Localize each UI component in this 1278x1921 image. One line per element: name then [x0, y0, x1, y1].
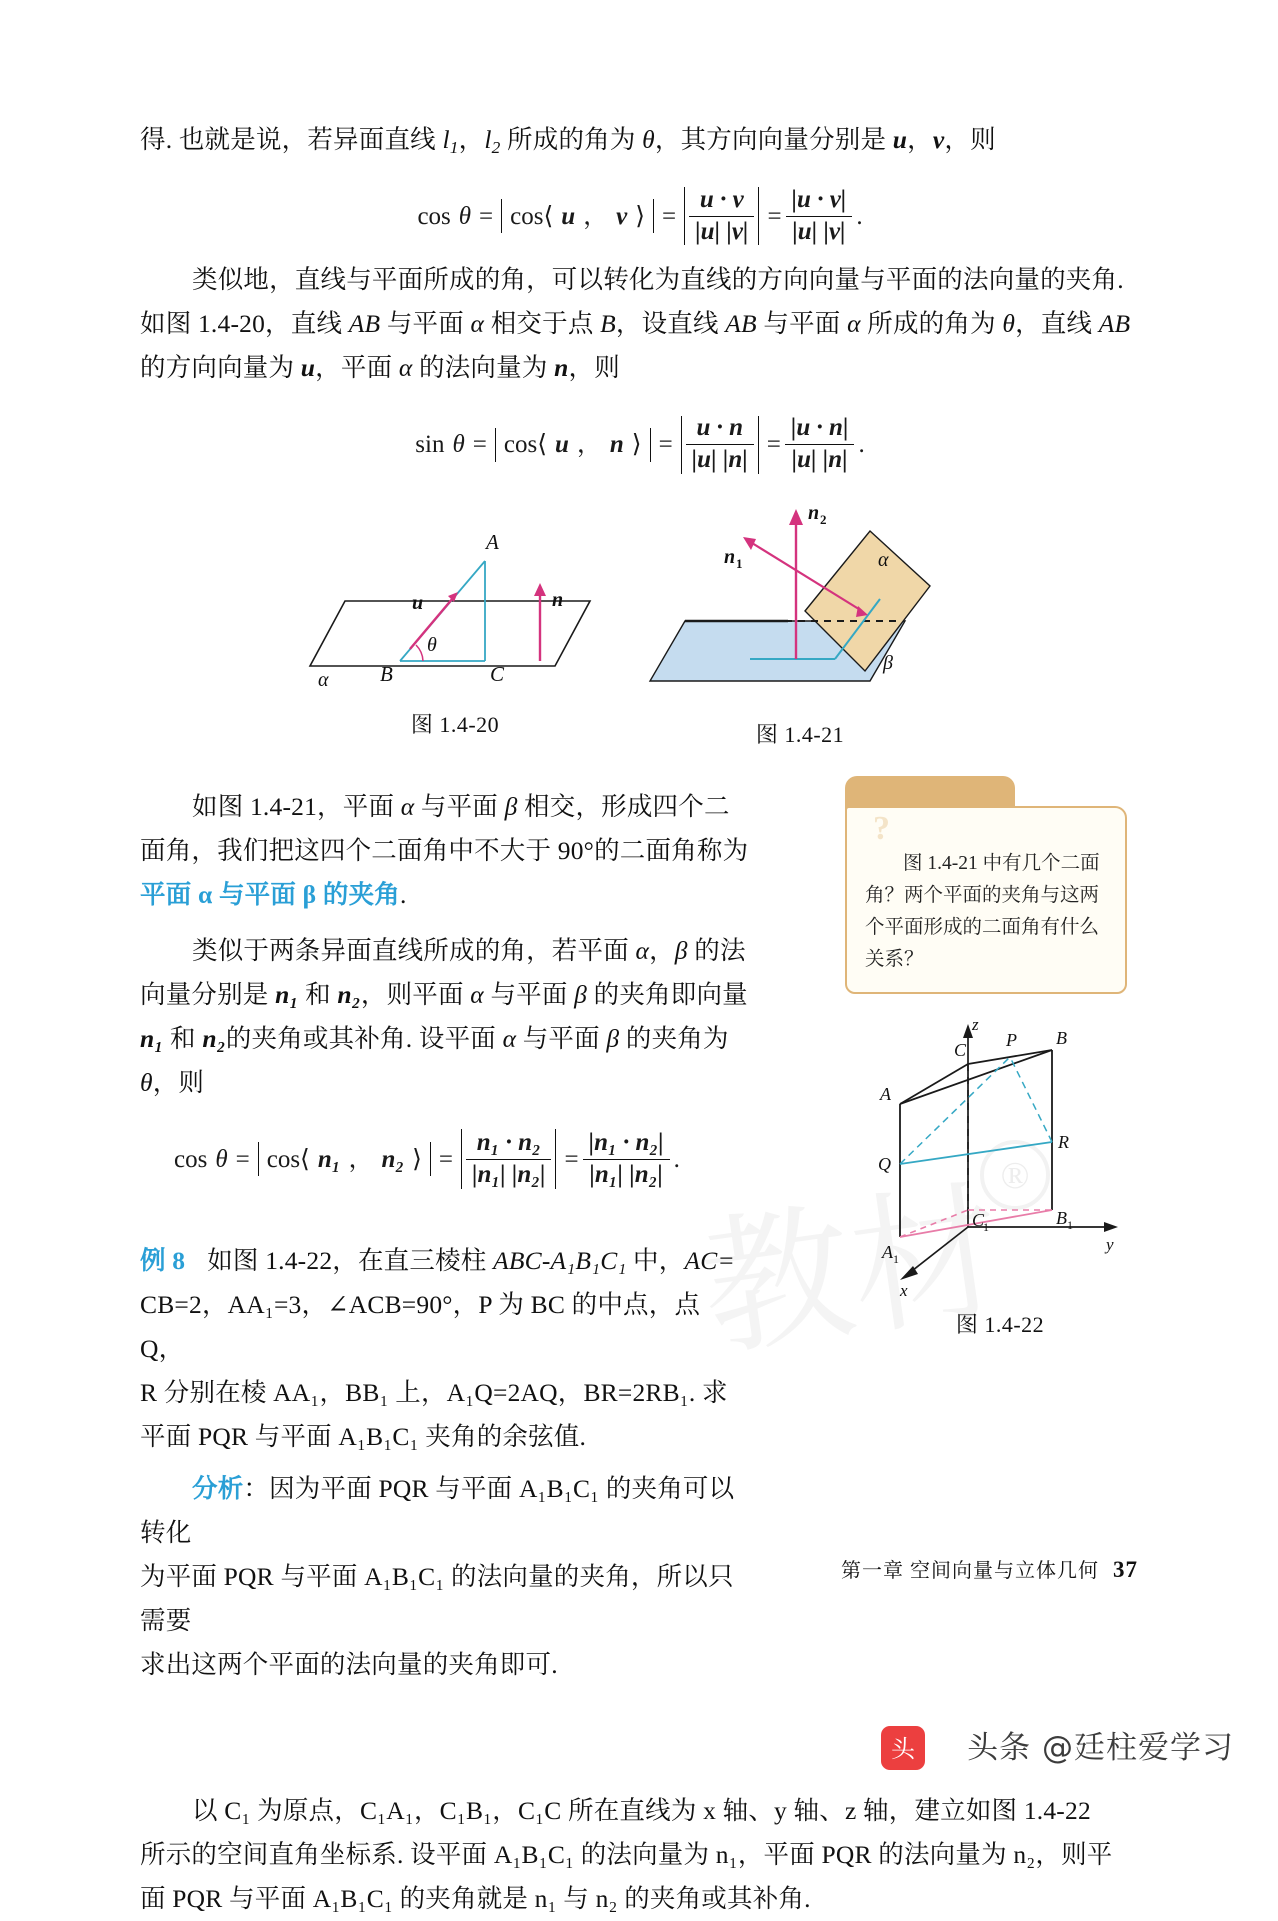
svg-text:C: C [490, 661, 505, 686]
f2-sep: ， [576, 431, 602, 459]
watermark-handle: 头条 @廷柱爱学习 [967, 1730, 1234, 1766]
symbol-n1-a: n₁ [275, 979, 299, 1009]
sol-l2: 所示的空间直角坐标系. 设平面 A₁B₁C₁ 的法向量为 n₁，平面 PQR 的法向量为 n₂，则平 [140, 1840, 1113, 1870]
solution-line-2 [140, 1833, 1140, 1877]
p2-l3c: 的法向量为 [412, 353, 555, 383]
f2-theta: θ [452, 431, 465, 459]
p2-l2b: 与平面 [380, 309, 471, 339]
p4-i: 的夹角或其补角. 设平面 [225, 1023, 503, 1053]
paragraph-intro: 得. 也就是说，若异面直线 $l_1$，$l_2$ 所成的角为 θ，其方向向量分别是 u，v，则 [140, 125, 996, 157]
f1-theta: θ [458, 202, 472, 230]
example-line-4 [140, 1415, 750, 1459]
sol-l3: 面 PQR 与平面 A₁B₁C₁ 的夹角就是 n₁ 与 n₂ 的夹角或其补角. [140, 1884, 811, 1914]
figure-1-4-21-svg [630, 491, 970, 706]
svg-text:y: y [1106, 1235, 1114, 1254]
f2-fraction-1 [686, 414, 754, 475]
formula-sin-theta [140, 414, 1140, 475]
p2-l2g: ，直线 [1015, 309, 1099, 339]
figure-1-4-20 [290, 501, 620, 739]
paragraph-intro-mid2: ，其方向向量分别是 [654, 125, 893, 154]
symbol-v: v [932, 125, 945, 154]
symbol-alpha-7: α [502, 1023, 517, 1053]
svg-text:α: α [878, 548, 889, 571]
f1-costext: cos⟨ [510, 202, 554, 230]
symbol-l2-sub: 2 [491, 137, 501, 157]
analysis-l2: 为平面 PQR 与平面 A₁B₁C₁ 的法向量的夹角，所以只需要 [140, 1562, 734, 1636]
symbol-alpha-3: α [398, 353, 413, 383]
p4-d: 和 [298, 979, 338, 1009]
f1-period: . [856, 202, 863, 230]
symbol-l2: l [484, 125, 492, 154]
figure-1-4-22 [860, 1012, 1140, 1339]
symbol-theta: θ [642, 125, 655, 154]
symbol-B-1: B [600, 309, 616, 339]
svg-text:C: C [954, 1040, 967, 1060]
example-l3: R 分别在棱 AA₁，BB₁ 上，A₁Q=2AQ，BR=2RB₁. 求 [140, 1378, 728, 1408]
example-l4: 平面 PQR 与平面 A₁B₁C₁ 夹角的余弦值. [140, 1422, 587, 1452]
svg-text:A: A [882, 1242, 893, 1262]
f3-cos: cos [174, 1145, 208, 1173]
figure-1-4-20-svg [290, 501, 620, 706]
symbol-beta-2: β [674, 935, 688, 965]
solution-body [140, 1789, 1140, 1921]
svg-text:B: B [1056, 1028, 1067, 1048]
svg-text:1: 1 [1067, 1218, 1073, 1232]
f3-num2: |n₁ · n₂| [588, 1128, 664, 1156]
example-block [140, 1239, 750, 1459]
f3-eq3: = [564, 1145, 579, 1173]
figures-row [140, 501, 1140, 751]
toutiao-logo-icon [880, 1725, 926, 1771]
note-card-body [845, 806, 1127, 994]
analysis-l1: 因为平面 PQR 与平面 A₁B₁C₁ 的夹角可以转化 [140, 1474, 735, 1548]
p4-g: 的夹角即向量 [587, 979, 748, 1009]
paragraph-intro-text: 得. 也就是说，若异面直线 [140, 125, 443, 154]
analysis-colon: ： [243, 1474, 270, 1504]
symbol-n2-a: n₂ [337, 979, 361, 1009]
analysis-l3: 求出这两个平面的法向量的夹角即可. [140, 1650, 558, 1680]
figure-1-4-21-caption: 图 1.4-21 [755, 721, 845, 747]
figure-1-4-22-svg [860, 1012, 1140, 1302]
symbol-n-1: n [554, 353, 569, 383]
symbol-theta-3: θ [140, 1067, 153, 1097]
svg-text:1: 1 [893, 1252, 899, 1266]
p2-l2d: ，设直线 [615, 309, 726, 339]
formula-cos-theta-lines [140, 186, 1140, 247]
page-number: 37 [1113, 1557, 1138, 1582]
symbol-beta-3: β [574, 979, 588, 1009]
example-l1c: AC= [684, 1246, 735, 1276]
f3-sep: ， [348, 1145, 374, 1173]
f3-num1: n₁ · n₂ [476, 1128, 541, 1156]
p2-l2c: 相交于点 [484, 309, 601, 339]
f1-fraction-2 [786, 186, 853, 247]
p3-a: 如图 1.4-21，平面 [192, 791, 401, 821]
paragraph-line-plane-2 [140, 302, 1140, 346]
example-l1a: 如图 1.4-22，在直三棱柱 [207, 1246, 494, 1276]
symbol-alpha-2: α [847, 309, 861, 339]
note-card-text: 图 1.4-21 中有几个二面角？两个平面的夹角与这两个平面形成的二面角有什么关系？ [865, 853, 1100, 970]
f2-fraction-2 [785, 414, 855, 475]
p3-b: 与平面 [414, 791, 505, 821]
svg-text:A: A [486, 529, 499, 554]
f2-n: n [609, 431, 624, 459]
f3-den1: |n₁| |n₂| [466, 1159, 552, 1190]
figure-1-4-22-caption: 图 1.4-22 [955, 1312, 1045, 1337]
p2-l2f: 所成的角为 [860, 309, 1003, 339]
symbol-n1-b: n₁ [140, 1023, 164, 1053]
f1-cos: cos [417, 202, 451, 230]
svg-text:β: β [883, 651, 893, 674]
example-line-1 [140, 1239, 750, 1283]
p4-h: 和 [163, 1023, 203, 1053]
f2-num1: u · n [696, 414, 743, 442]
svg-text:A: A [880, 1084, 891, 1104]
paragraph-dihedral-def [140, 785, 750, 917]
paragraph-line-plane [140, 258, 1140, 302]
f1-angle-close: ⟩ [635, 202, 646, 230]
f3-eq1: = [235, 1145, 250, 1173]
f2-den2: |u| |n| [785, 444, 855, 475]
f1-den1: |u| |v| [689, 216, 754, 247]
symbol-alpha-4: α [400, 791, 415, 821]
analysis-line-3 [140, 1643, 750, 1687]
symbol-AB-2: AB [725, 309, 757, 339]
svg-text:B: B [1056, 1208, 1067, 1228]
f1-num1: u · v [699, 185, 744, 213]
analysis-line-2 [140, 1555, 750, 1643]
figure-1-4-20-caption: 图 1.4-20 [410, 711, 500, 737]
symbol-theta-2: θ [1002, 309, 1016, 339]
p4-a: 类似于两条异面直线所成的角，若平面 [192, 935, 636, 965]
f1-eq3: = [767, 202, 782, 230]
p3-c: 相交，形成四个二面角，我们把这四个二面角中不大于 90°的二面角称为 [140, 791, 749, 865]
svg-text:α: α [318, 668, 329, 691]
f2-angle-close: ⟩ [631, 431, 642, 459]
paragraph-intro-mid: 所成的角为 [500, 125, 643, 154]
f3-den2: |n₁| |n₂| [583, 1159, 670, 1190]
f3-period: . [673, 1145, 680, 1173]
analysis-label: 分析 [192, 1474, 244, 1504]
p2-l3a: 的方向向量为 [140, 353, 301, 383]
p4-e: ，则平面 [360, 979, 471, 1009]
example-l2: CB=2，AA₁=3，∠ACB=90°，P 为 BC 的中点，点 Q， [140, 1290, 701, 1364]
f3-theta: θ [215, 1145, 228, 1173]
footer-chapter: 第一章 空间向量与立体几何 [841, 1560, 1099, 1582]
f1-sep: ， [583, 202, 609, 230]
symbol-AB-3: AB [1098, 309, 1131, 339]
paragraph-intro-end: ，则 [944, 125, 996, 154]
paragraph-normal-vectors [140, 929, 750, 1105]
f1-u: u [561, 202, 576, 230]
p4-b: ， [649, 935, 675, 965]
f2-eq2: = [658, 431, 673, 459]
sidebar-note-card [845, 776, 1127, 994]
f1-den2: |u| |v| [786, 216, 853, 247]
page-footer [841, 1554, 1138, 1583]
f3-eq2: = [438, 1145, 453, 1173]
f1-fraction-1 [689, 186, 754, 247]
example-prism: ABC-A₁B₁C₁ [493, 1246, 627, 1276]
f3-n2: n₂ [381, 1145, 405, 1173]
symbol-u-2: u [300, 353, 316, 383]
f1-eq2: = [662, 202, 677, 230]
svg-text:R: R [1058, 1132, 1069, 1152]
svg-text:B: B [380, 661, 393, 686]
symbol-l1: l [442, 125, 450, 154]
svg-text:Q: Q [878, 1154, 891, 1174]
p2-l2a: 如图 1.4-20，直线 [140, 309, 349, 339]
svg-text:n: n [724, 545, 736, 568]
f2-den1: |u| |n| [686, 444, 754, 475]
f1-eq1: = [479, 202, 494, 230]
f3-n1: n₁ [317, 1145, 341, 1173]
definition-highlight: 平面 α 与平面 β 的夹角 [140, 879, 400, 909]
svg-text:1: 1 [736, 555, 743, 571]
symbol-u: u [892, 125, 908, 154]
p4-f: 与平面 [483, 979, 575, 1009]
svg-text:1: 1 [983, 1220, 989, 1234]
example-label: 例 8 [140, 1246, 186, 1276]
f3-angle-close: ⟩ [412, 1145, 422, 1173]
f2-costext: cos⟨ [503, 431, 547, 459]
symbol-beta-4: β [606, 1023, 620, 1053]
svg-text:z: z [972, 1015, 979, 1034]
f2-period: . [858, 431, 865, 459]
symbol-alpha-5: α [635, 935, 650, 965]
watermark-bar [0, 1685, 1278, 1795]
p2-l3d: ，则 [568, 353, 620, 383]
svg-text:n: n [552, 588, 564, 611]
svg-text:P: P [1006, 1030, 1017, 1050]
figure-1-4-21 [630, 491, 970, 749]
p4-j: 与平面 [516, 1023, 607, 1053]
f2-eq1: = [472, 431, 487, 459]
solution-line-1 [140, 1789, 1140, 1833]
question-mark-icon: ? [873, 810, 890, 847]
p2-l3b: ，平面 [315, 353, 399, 383]
p4-c: 的法向量分别是 [140, 935, 746, 1009]
symbol-AB-1: AB [348, 309, 381, 339]
f3-fraction-2 [583, 1129, 670, 1190]
analysis-line-1 [140, 1467, 750, 1555]
svg-text:x: x [900, 1281, 908, 1300]
svg-text:C: C [972, 1210, 985, 1230]
paragraph-line-plane-3 [140, 346, 1140, 390]
f2-u: u [554, 431, 569, 459]
p3-d: . [399, 879, 407, 909]
symbol-beta-1: β [504, 791, 518, 821]
f3-fraction-1 [466, 1129, 552, 1190]
example-line-3 [140, 1371, 750, 1415]
p2-line1: 类似地，直线与平面所成的角，可以转化为直线的方向向量与平面的法向量的夹角. [192, 265, 1124, 295]
symbol-l1-sub: 1 [449, 137, 459, 157]
page-watermark-badge: ® [980, 1140, 1050, 1210]
symbol-alpha-1: α [470, 309, 485, 339]
comma-1: ， [458, 125, 485, 154]
example-l1b: 中， [626, 1246, 685, 1276]
f2-num2: |u · n| [790, 414, 849, 442]
sol-l1: 以 C₁ 为原点，C₁A₁，C₁B₁，C₁C 所在直线为 x 轴、y 轴、z 轴，建立如图 1.4-22 [192, 1796, 1091, 1826]
f2-eq3: = [766, 431, 781, 459]
f1-num2: |u · v| [791, 185, 847, 213]
svg-text:头: 头 [891, 1735, 915, 1763]
symbol-n2-b: n₂ [202, 1023, 226, 1053]
p2-l2e: 与平面 [756, 309, 848, 339]
f3-costext: cos⟨ [266, 1145, 310, 1173]
solution-line-3 [140, 1877, 1140, 1921]
symbol-alpha-6: α [470, 979, 484, 1009]
f2-sin: sin [415, 431, 445, 459]
svg-text:θ: θ [427, 633, 437, 656]
f1-v: v [616, 202, 628, 230]
p4-l: ，则 [152, 1067, 205, 1097]
svg-text:2: 2 [820, 511, 827, 527]
p4-k: 的夹角为 [619, 1023, 729, 1053]
svg-text:n: n [808, 501, 820, 524]
svg-text:u: u [412, 591, 424, 614]
analysis-block [140, 1467, 750, 1687]
example-line-2 [140, 1283, 750, 1371]
